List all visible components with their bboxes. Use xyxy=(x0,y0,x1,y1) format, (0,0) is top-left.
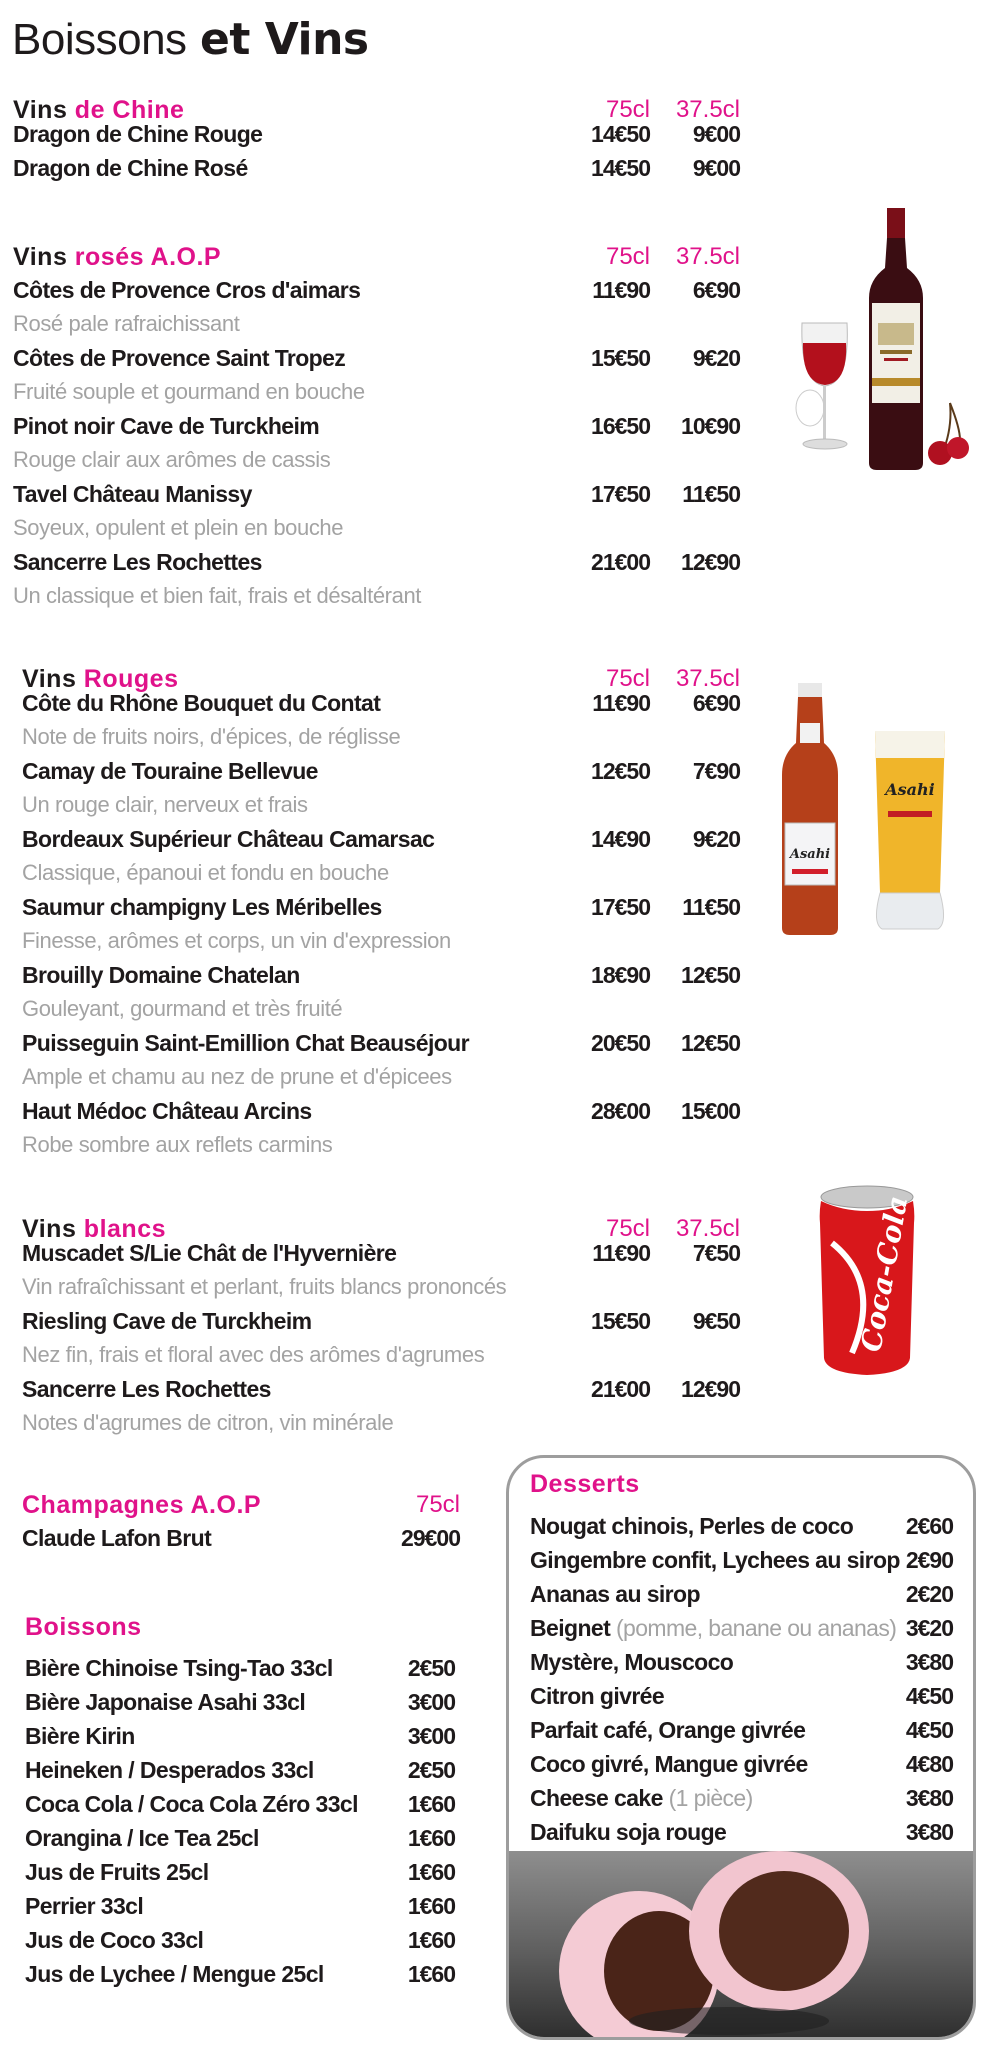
item-name: Dragon de Chine Rouge xyxy=(13,121,263,147)
dessert-item xyxy=(509,1513,973,1543)
item-price-37cl: 9€00 xyxy=(692,121,740,147)
item-price-37cl: 7€90 xyxy=(692,758,740,784)
dessert-name xyxy=(530,1683,664,1710)
menu-item xyxy=(0,155,1000,185)
menu-item xyxy=(0,1098,1000,1128)
item-price-75cl: 12€50 xyxy=(591,758,650,784)
dessert-name-text: Coco givré, Mangue givrée xyxy=(530,1751,808,1777)
item-price-37cl: 12€90 xyxy=(681,549,740,575)
item-name: Saumur champigny Les Méribelles xyxy=(22,894,382,920)
heading-accent: blancs xyxy=(83,1215,166,1243)
drink-name: Bière Chinoise Tsing-Tao 33cl xyxy=(25,1655,333,1681)
item-price-37cl: 11€50 xyxy=(682,481,740,507)
menu-item xyxy=(0,121,1000,151)
desserts-box xyxy=(506,1455,976,2040)
item-description: Rosé pale rafraichissant xyxy=(13,311,240,336)
heading-prefix: Vins xyxy=(22,1215,77,1243)
drink-price: 1€60 xyxy=(407,1961,455,1987)
item-price-37cl: 7€50 xyxy=(692,1240,740,1266)
item-name: Côte du Rhône Bouquet du Contat xyxy=(22,690,381,716)
dessert-price: 3€80 xyxy=(905,1785,953,1811)
item-description: Un rouge clair, nerveux et frais xyxy=(22,792,308,817)
item-name: Brouilly Domaine Chatelan xyxy=(22,962,300,988)
item-name: Bordeaux Supérieur Château Camarsac xyxy=(22,826,435,852)
soda-can-icon xyxy=(820,1186,915,1375)
asahi-bottle-and-glass-image xyxy=(780,683,960,943)
drink-name: Jus de Lychee / Mengue 25cl xyxy=(25,1961,324,1987)
dessert-price: 4€50 xyxy=(905,1717,953,1743)
item-price-75cl: 14€50 xyxy=(591,121,650,147)
svg-text:Asahi: Asahi xyxy=(885,780,935,799)
menu-item xyxy=(0,549,1000,579)
item-price-75cl: 17€50 xyxy=(591,481,650,507)
item-price-75cl: 14€90 xyxy=(591,826,650,852)
drink-price: 1€60 xyxy=(407,1859,455,1885)
column-head-75cl: 75cl xyxy=(605,243,650,270)
drink-name: Bière Japonaise Asahi 33cl xyxy=(25,1689,306,1715)
drink-name: Heineken / Desperados 33cl xyxy=(25,1757,314,1783)
menu-item xyxy=(0,1030,1000,1060)
title-bold: et Vins xyxy=(200,14,369,65)
dessert-item xyxy=(509,1819,973,1849)
item-price-75cl: 28€00 xyxy=(591,1098,650,1124)
drink-price: 1€60 xyxy=(407,1893,455,1919)
beer-bottle-icon xyxy=(782,683,838,935)
wine-bottle-glass-cherries-image xyxy=(780,208,980,498)
dessert-price: 3€80 xyxy=(905,1649,953,1675)
cherries-icon xyxy=(928,403,969,465)
dessert-price: 3€80 xyxy=(905,1819,953,1845)
dessert-price: 2€90 xyxy=(905,1547,953,1573)
item-price-37cl: 15€00 xyxy=(681,1098,740,1124)
drink-price: 1€60 xyxy=(407,1791,455,1817)
item-name: Côtes de Provence Cros d'aimars xyxy=(13,277,361,303)
column-head-37cl: 37.5cl xyxy=(675,665,740,692)
item-name: Dragon de Chine Rosé xyxy=(13,155,248,181)
item-price-75cl: 16€50 xyxy=(591,413,650,439)
dessert-name xyxy=(530,1649,733,1676)
drink-price: 2€50 xyxy=(407,1757,455,1783)
dessert-item xyxy=(509,1717,973,1747)
item-name: Camay de Touraine Bellevue xyxy=(22,758,318,784)
drink-price: 1€60 xyxy=(407,1927,455,1953)
dessert-name-text: Cheese cake xyxy=(530,1785,663,1811)
column-head-37cl: 37.5cl xyxy=(675,1215,740,1242)
dessert-name xyxy=(530,1581,700,1608)
item-description: Note de fruits noirs, d'épices, de réglisse xyxy=(22,724,401,749)
item-price-75cl: 18€90 xyxy=(591,962,650,988)
dessert-item xyxy=(509,1547,973,1577)
dessert-item xyxy=(509,1751,973,1781)
column-head-37cl: 37.5cl xyxy=(675,96,740,123)
heading-prefix: Vins xyxy=(13,96,68,124)
dessert-item xyxy=(509,1649,973,1679)
dessert-name-text: Citron givrée xyxy=(530,1683,665,1709)
heading-accent: Rouges xyxy=(83,665,179,693)
section-heading: Desserts xyxy=(530,1470,640,1498)
item-description: Fruité souple et gourmand en bouche xyxy=(13,379,365,404)
daifuku-mochi-image xyxy=(509,1851,973,2037)
item-price-37cl: 12€50 xyxy=(681,962,740,988)
dessert-item xyxy=(509,1615,973,1645)
heading-accent: de Chine xyxy=(74,96,185,124)
mochi-icon xyxy=(509,1851,973,2037)
item-name: Côtes de Provence Saint Tropez xyxy=(13,345,346,371)
dessert-name xyxy=(530,1717,805,1744)
item-description: Gouleyant, gourmand et très fruité xyxy=(22,996,343,1021)
item-description: Un classique et bien fait, frais et désaltérant xyxy=(13,583,421,608)
column-head-75cl: 75cl xyxy=(605,1215,650,1242)
section-heading: Boissons xyxy=(25,1613,142,1641)
item-name: Pinot noir Cave de Turckheim xyxy=(13,413,320,439)
item-price-37cl: 9€20 xyxy=(692,345,740,371)
dessert-name-text: Parfait café, Orange givrée xyxy=(530,1717,806,1743)
item-price-37cl: 10€90 xyxy=(681,413,740,439)
column-head-75cl: 75cl xyxy=(605,96,650,123)
dessert-price: 3€20 xyxy=(905,1615,953,1641)
dessert-price: 4€50 xyxy=(905,1683,953,1709)
item-description: Soyeux, opulent et plein en bouche xyxy=(13,515,344,540)
item-description: Notes d'agrumes de citron, vin minérale xyxy=(22,1410,394,1435)
item-price-37cl: 9€20 xyxy=(692,826,740,852)
wine-bottle-icon xyxy=(869,208,923,470)
page-title xyxy=(12,14,369,65)
drink-name: Jus de Fruits 25cl xyxy=(25,1859,209,1885)
dessert-name-text: Daifuku soja rouge xyxy=(530,1819,727,1845)
item-price-37cl: 12€50 xyxy=(681,1030,740,1056)
item-description: Ample et chamu au nez de prune et d'épicees xyxy=(22,1064,452,1089)
menu-item xyxy=(0,962,1000,992)
item-price-75cl: 14€50 xyxy=(591,155,650,181)
dessert-name-text: Mystère, Mouscoco xyxy=(530,1649,734,1675)
column-head-37cl: 37.5cl xyxy=(675,243,740,270)
drink-price: 3€00 xyxy=(407,1689,455,1715)
dessert-price: 4€80 xyxy=(905,1751,953,1777)
item-name: Claude Lafon Brut xyxy=(22,1525,212,1551)
svg-text:Asahi: Asahi xyxy=(789,847,831,862)
dessert-name-text: Gingembre confit, Lychees au sirop xyxy=(530,1547,900,1573)
item-price-75cl: 11€90 xyxy=(592,277,650,303)
item-name: Muscadet S/Lie Chât de l'Hyvernière xyxy=(22,1240,397,1266)
item-price-75cl: 11€90 xyxy=(592,1240,650,1266)
column-head-75cl: 75cl xyxy=(605,665,650,692)
item-name: Haut Médoc Château Arcins xyxy=(22,1098,312,1124)
item-description: Robe sombre aux reflets carmins xyxy=(22,1132,333,1157)
dessert-price: 2€20 xyxy=(905,1581,953,1607)
item-name: Sancerre Les Rochettes xyxy=(13,549,262,575)
drink-name: Orangina / Ice Tea 25cl xyxy=(25,1825,259,1851)
dessert-name xyxy=(530,1547,900,1574)
item-price-37cl: 12€90 xyxy=(681,1376,740,1402)
heading-prefix: Vins xyxy=(13,243,68,271)
dessert-name xyxy=(530,1751,808,1778)
item-description: Rouge clair aux arômes de cassis xyxy=(13,447,331,472)
drink-price: 3€00 xyxy=(407,1723,455,1749)
dessert-name xyxy=(530,1785,753,1812)
item-price-37cl: 9€00 xyxy=(692,155,740,181)
section-heading xyxy=(13,243,221,272)
dessert-item xyxy=(509,1785,973,1815)
dessert-item xyxy=(509,1581,973,1611)
drink-name: Bière Kirin xyxy=(25,1723,135,1749)
heading-prefix: Vins xyxy=(22,665,77,693)
item-price-75cl: 21€00 xyxy=(591,1376,650,1402)
item-price-37cl: 6€90 xyxy=(692,690,740,716)
section-heading: Champagnes A.O.P xyxy=(22,1491,262,1519)
svg-text:Coca-Cola: Coca-Cola xyxy=(854,1193,915,1355)
item-price-75cl: 21€00 xyxy=(591,549,650,575)
dessert-name-text: Nougat chinois, Perles de coco xyxy=(530,1513,854,1539)
item-price-75cl: 29€00 xyxy=(401,1525,460,1551)
item-price-75cl: 11€90 xyxy=(592,690,650,716)
column-head-75cl: 75cl xyxy=(415,1491,460,1518)
item-name: Sancerre Les Rochettes xyxy=(22,1376,271,1402)
dessert-name xyxy=(530,1615,896,1642)
drink-price: 2€50 xyxy=(407,1655,455,1681)
dessert-name-text: Beignet xyxy=(530,1615,611,1641)
dessert-note: (1 pièce) xyxy=(668,1785,753,1811)
dessert-name-text: Ananas au sirop xyxy=(530,1581,700,1607)
item-name: Puisseguin Saint-Emillion Chat Beauséjour xyxy=(22,1030,469,1056)
drink-name: Coca Cola / Coca Cola Zéro 33cl xyxy=(25,1791,358,1817)
item-description: Vin rafraîchissant et perlant, fruits blancs prononcés xyxy=(22,1274,507,1299)
item-price-75cl: 15€50 xyxy=(591,1308,650,1334)
drink-name: Jus de Coco 33cl xyxy=(25,1927,204,1953)
item-name: Tavel Château Manissy xyxy=(13,481,252,507)
wine-glass-icon xyxy=(796,323,847,449)
item-price-37cl: 6€90 xyxy=(692,277,740,303)
coca-cola-can-image xyxy=(812,1183,922,1383)
title-light: Boissons xyxy=(12,15,187,64)
item-price-75cl: 15€50 xyxy=(591,345,650,371)
item-description: Nez fin, frais et floral avec des arômes d'agrumes xyxy=(22,1342,485,1367)
item-price-37cl: 11€50 xyxy=(682,894,740,920)
item-description: Finesse, arômes et corps, un vin d'expression xyxy=(22,928,451,953)
item-price-37cl: 9€50 xyxy=(692,1308,740,1334)
drink-price: 1€60 xyxy=(407,1825,455,1851)
item-price-75cl: 17€50 xyxy=(591,894,650,920)
item-price-75cl: 20€50 xyxy=(591,1030,650,1056)
heading-accent: rosés A.O.P xyxy=(74,243,222,271)
beer-glass-icon xyxy=(875,731,945,929)
dessert-note: (pomme, banane ou ananas) xyxy=(615,1615,897,1641)
dessert-price: 2€60 xyxy=(905,1513,953,1539)
dessert-name xyxy=(530,1819,726,1846)
dessert-item xyxy=(509,1683,973,1713)
dessert-name xyxy=(530,1513,853,1540)
item-description: Classique, épanoui et fondu en bouche xyxy=(22,860,389,885)
item-name: Riesling Cave de Turckheim xyxy=(22,1308,312,1334)
drink-name: Perrier 33cl xyxy=(25,1893,144,1919)
